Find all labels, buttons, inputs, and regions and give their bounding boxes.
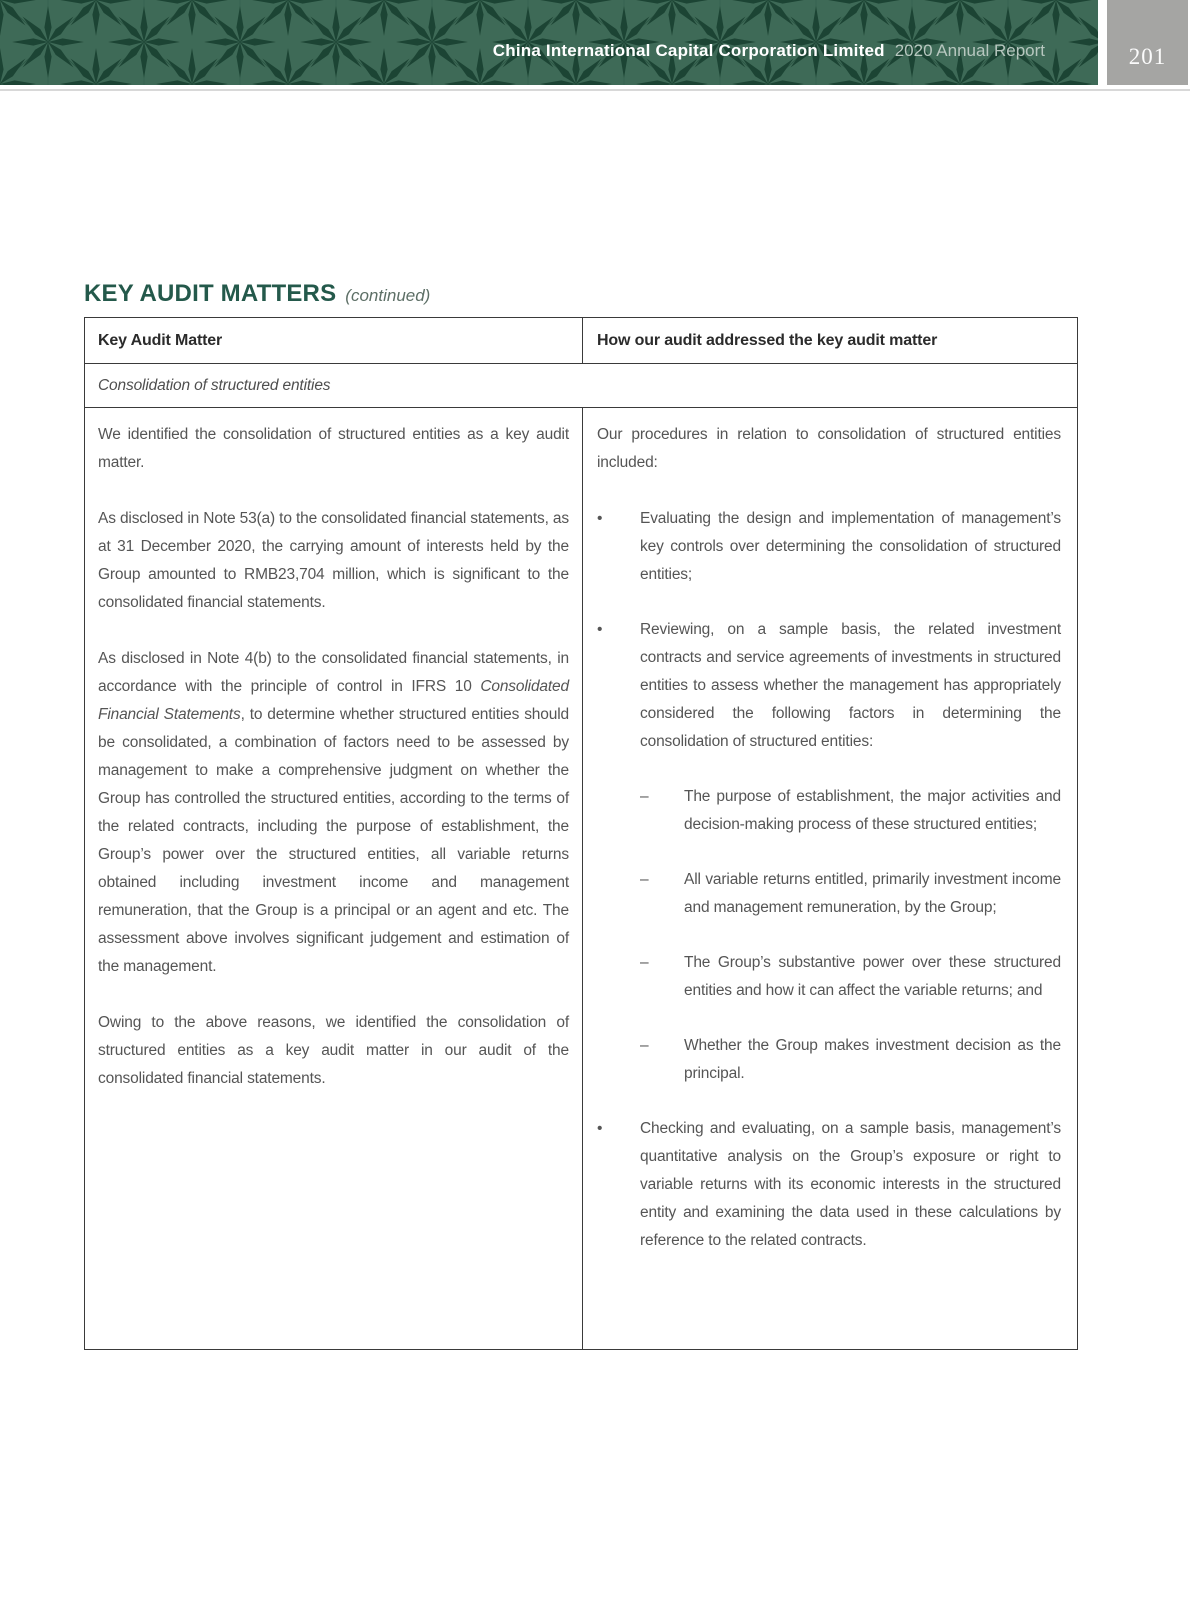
list-item [597, 505, 1061, 589]
page-number: 201 [1128, 43, 1167, 69]
bullet-marker: • [597, 621, 603, 638]
page-number-box [1107, 0, 1188, 85]
list-item-text: Checking and evaluating, on a sample basis, management’s quantitative analysis on the Group’s exposure or right to variable returns with its economic interests in the structured entity and examining the data used in these calculations by reference to the related contracts. [640, 1120, 1061, 1249]
list-item-text: Evaluating the design and implementation of management’s key controls over determining the consolidation of structured entities; [640, 510, 1061, 583]
sub-list-item-text: All variable returns entitled, primarily investment income and management remuneration, by the Group; [684, 871, 1061, 916]
paragraph [98, 645, 569, 981]
dash-marker: – [640, 954, 649, 971]
intro-paragraph: Our procedures in relation to consolidation of structured entities included: [597, 426, 1061, 471]
dash-marker: – [640, 871, 649, 888]
sub-list-item [640, 783, 1061, 839]
sub-list-item [640, 866, 1061, 922]
header-banner [0, 0, 1098, 85]
table-body-row [85, 408, 1077, 1349]
sub-list-item-text: The Group’s substantive power over these structured entities and how it can affect the variable returns; and [684, 954, 1061, 999]
table-header-row [85, 318, 1077, 364]
paragraph: As disclosed in Note 53(a) to the consolidated financial statements, as at 31 December 2020, the carrying amount of interests held by the Group amounted to RMB23,704 million, which is significant to the consolidated financial statements. [98, 510, 569, 611]
dash-marker: – [640, 788, 649, 805]
header-divider-rule [0, 89, 1190, 91]
paragraph-text: , to determine whether structured entities should be consolidated, a combination of factors need to be assessed by management to make a comprehensive judgment on whether the Group has controlled the structured entities, according to the terms of the related contracts, including the purpose of establishment, the Group’s power over the structured entities, all variable returns obtained including investment income and management remuneration, that the Group is a principal or an agent and etc. The assessment above involves significant judgement and estimation of the management. [98, 706, 569, 975]
page-title: KEY AUDIT MATTERS [84, 280, 337, 307]
key-audit-matter-cell [85, 408, 583, 1349]
sub-list-item-text: Whether the Group makes investment decision as the principal. [684, 1037, 1061, 1082]
section-heading [84, 280, 430, 308]
bullet-marker: • [597, 1120, 603, 1137]
table-section-row: Consolidation of structured entities [85, 364, 1077, 408]
column-header-audit-response: How our audit addressed the key audit matter [597, 331, 938, 349]
list-item [597, 616, 1061, 756]
banner-text [493, 0, 1045, 85]
standard-name-italic: Consolidated Financial Statements [98, 678, 569, 723]
dash-marker: – [640, 1037, 649, 1054]
sub-list-item [640, 1032, 1061, 1088]
bullet-marker: • [597, 510, 603, 527]
list-item-text: Reviewing, on a sample basis, the related investment contracts and service agreements of investments in structured entities to assess whether the management has appropriately considered the following factors in determining the consolidation of structured entities: [640, 621, 1061, 750]
sub-list-item-text: The purpose of establishment, the major activities and decision-making process of these structured entities; [684, 788, 1061, 833]
sub-list-item [640, 949, 1061, 1005]
paragraph: Owing to the above reasons, we identified the consolidation of structured entities as a key audit matter in our audit of the consolidated financial statements. [98, 1014, 569, 1087]
paragraph-text: As disclosed in Note 4(b) to the consolidated financial statements, in accordance with the principle of control in IFRS 10 [98, 650, 569, 695]
column-header-key-audit-matter: Key Audit Matter [85, 318, 583, 363]
company-name: China International Capital Corporation Limited [492, 40, 885, 60]
paragraph: We identified the consolidation of structured entities as a key audit matter. [98, 426, 569, 471]
list-item [597, 1115, 1061, 1255]
key-audit-matters-table [84, 317, 1078, 1350]
report-title: 2020 Annual Report [894, 40, 1045, 60]
page-title-continued: (continued) [345, 286, 431, 305]
audit-response-cell [583, 408, 1077, 1349]
